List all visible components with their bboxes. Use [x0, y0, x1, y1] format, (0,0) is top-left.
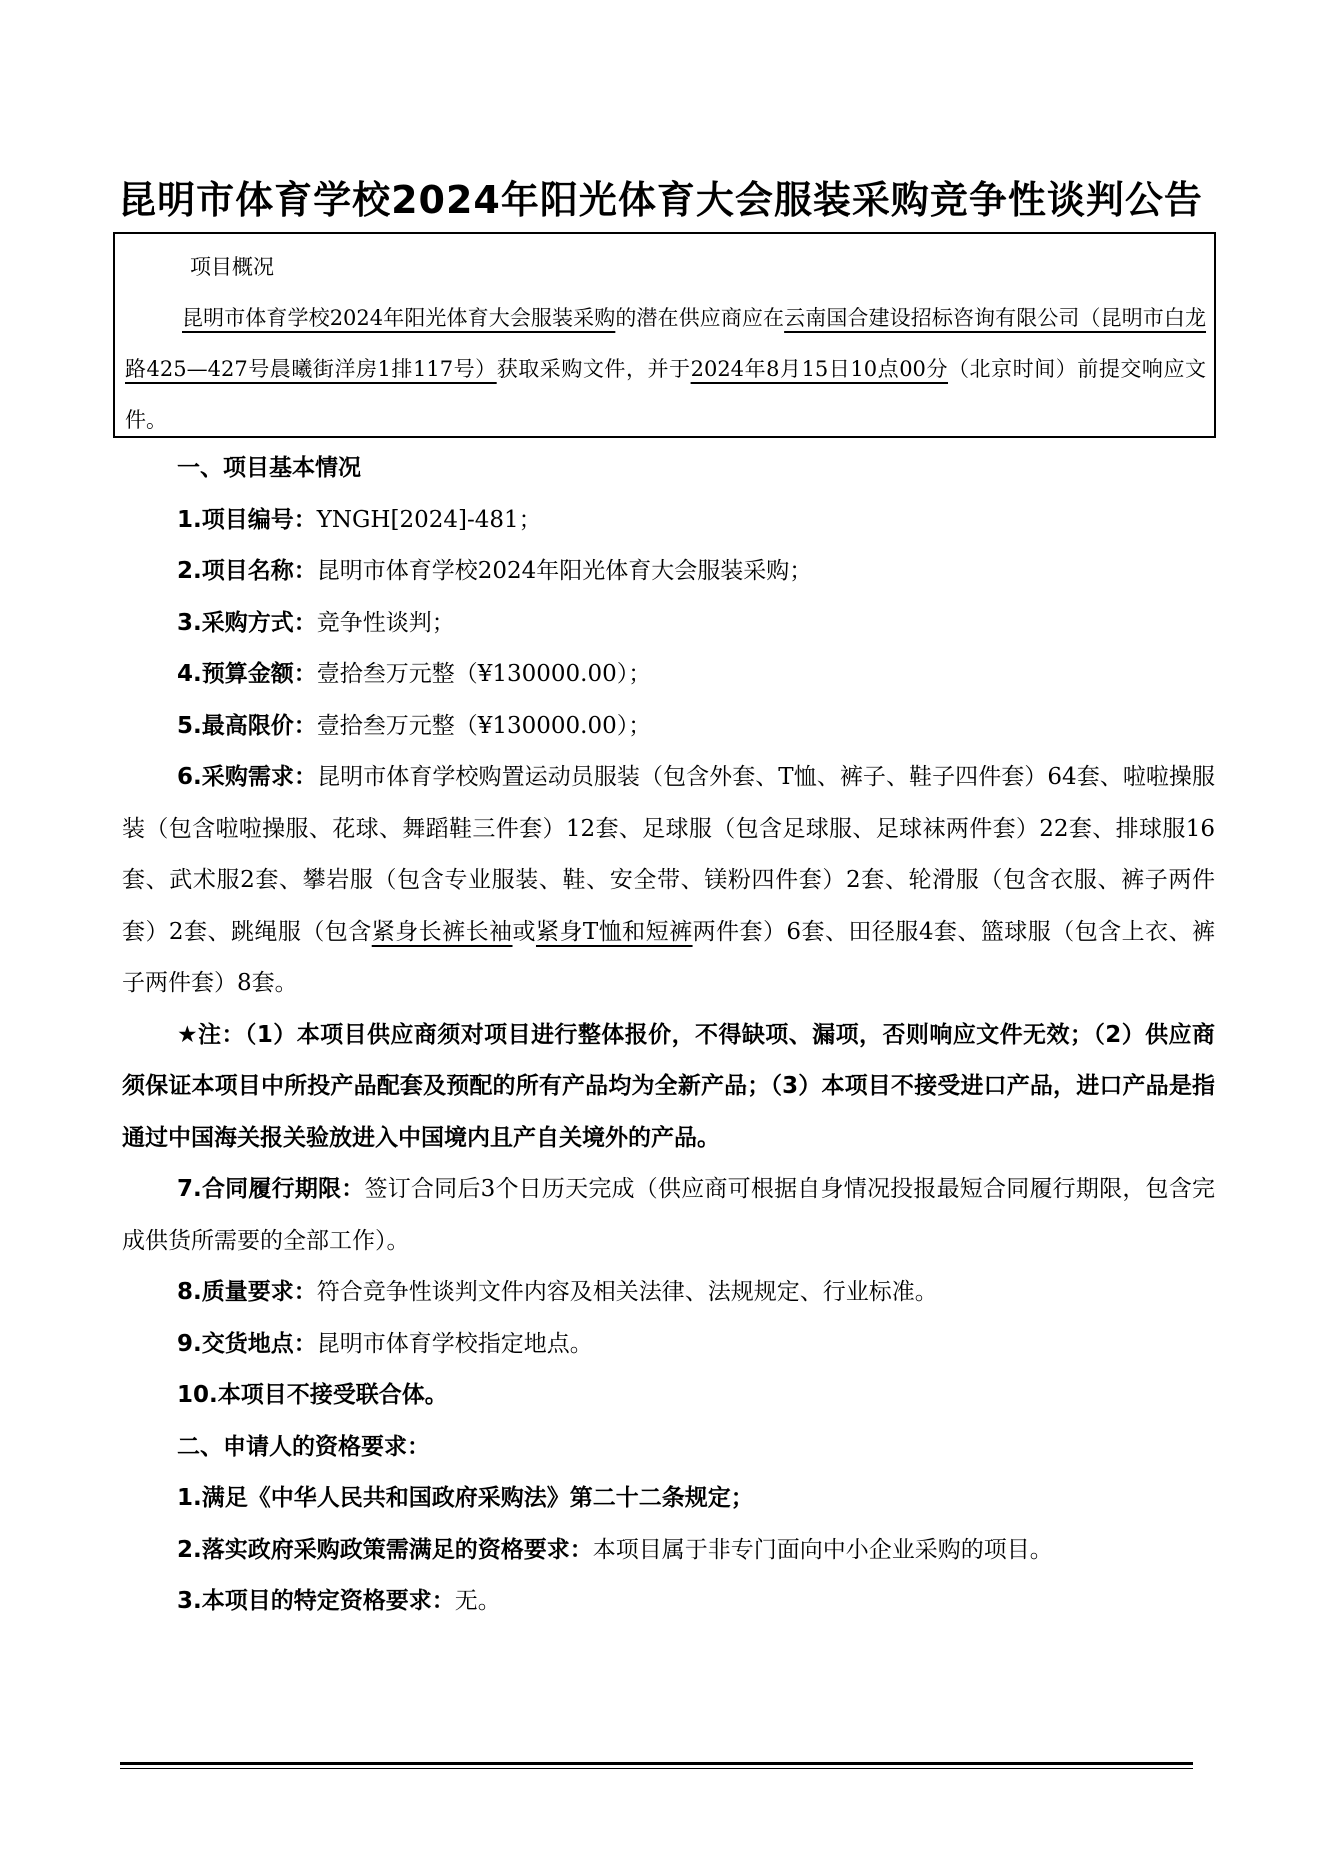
overview-text-3: （北京时间）前提交响应文件。: [125, 357, 1207, 432]
qualification-1: 1.满足《中华人民共和国政府采购法》第二十二条规定；: [177, 1485, 754, 1511]
item-procurement-method: [122, 598, 1215, 650]
item-label: 4.预算金额：: [177, 661, 317, 687]
item-label: 2.项目名称：: [177, 558, 317, 584]
overview-text-1: 的潜在供应商应在: [615, 306, 785, 330]
requirements-text-c: 两件套）6套、田径服4套、篮球服（包含上衣、裤子两件套）8套。: [122, 918, 1216, 996]
footer-rule-thin: [120, 1768, 1193, 1769]
item-label: 9.交货地点：: [177, 1330, 317, 1357]
item-value: 昆明市体育学校指定地点。: [316, 1330, 593, 1357]
requirements-text-b: 或: [512, 918, 536, 945]
item-label: 1.项目编号：: [177, 506, 317, 533]
item-value: YNGH[2024]-481；: [316, 506, 542, 533]
overview-heading: 项目概况: [190, 255, 274, 279]
item-label: 3.采购方式：: [177, 609, 317, 636]
item-value: 符合竞争性谈判文件内容及相关法律、法规规定、行业标准。: [316, 1279, 938, 1305]
overview-text-2: 获取采购文件，并于: [496, 357, 691, 381]
item-label: 8.质量要求：: [177, 1279, 317, 1305]
item-value: 签订合同后3个日历天完成（供应商可根据自身情况投报最短合同履行期限，包含完成供货所需要的全部工作）。: [122, 1176, 1215, 1254]
item-max-price: [122, 701, 1215, 753]
item-delivery-location: [122, 1319, 1215, 1371]
section2-heading: 二、申请人的资格要求：: [177, 1433, 430, 1460]
document-body: [122, 443, 1215, 1628]
item-contract-period: [122, 1164, 1215, 1267]
section1-heading: 一、项目基本情况: [177, 455, 361, 481]
document-title: 昆明市体育学校2024年阳光体育大会服装采购竞争性谈判公告: [118, 178, 1203, 222]
overview-paragraph: [125, 293, 1206, 446]
note-paragraph: ★注：（1）本项目供应商须对项目进行整体报价，不得缺项、漏项，否则响应文件无效；（2）供应商须保证本项目中所投产品配套及预配的所有产品均为全新产品；（3）本项目不接受进口产品，进口产品是指通过中国海关报关验放进入中国境内且产自关境外的产品。: [122, 1021, 1215, 1151]
project-overview-box: [113, 232, 1216, 438]
item-label: 6.采购需求：: [177, 764, 318, 790]
item-quality: [122, 1267, 1215, 1319]
requirements-underline-2: 紧身T恤和短裤: [535, 918, 693, 945]
overview-deadline: 2024年8月15日10点00分: [690, 357, 949, 381]
item-value: 无。: [454, 1588, 501, 1614]
item-project-name: [122, 546, 1215, 598]
item-value: 竞争性谈判；: [316, 609, 455, 636]
item-no-consortium: 10.本项目不接受联合体。: [177, 1382, 448, 1408]
item-procurement-requirements: [122, 752, 1215, 1010]
overview-agency: 云南国合建设招标咨询有限公司（昆明市白龙路425—427号晨曦街洋房1排117号）: [125, 306, 1207, 381]
qualification-3: [122, 1576, 1215, 1628]
item-value: 壹拾叁万元整（¥130000.00）；: [316, 661, 652, 687]
item-label: 3.本项目的特定资格要求：: [177, 1588, 455, 1614]
item-value: 本项目属于非专门面向中小企业采购的项目。: [592, 1536, 1053, 1563]
qualification-2: [122, 1525, 1215, 1577]
item-project-number: [122, 495, 1215, 547]
footer-rule-thick: [120, 1762, 1193, 1765]
item-label: 5.最高限价：: [177, 712, 317, 739]
overview-project-name: 昆明市体育学校2024年阳光体育大会服装采购: [182, 306, 616, 330]
item-label: 7.合同履行期限：: [177, 1176, 365, 1202]
item-value: 昆明市体育学校2024年阳光体育大会服装采购；: [316, 558, 813, 584]
requirements-underline-1: 紧身长裤长袖: [371, 918, 513, 945]
requirements-text-a: 昆明市体育学校购置运动员服装（包含外套、T恤、裤子、鞋子四件套）64套、啦啦操服装（包含啦啦操服、花球、舞蹈鞋三件套）12套、足球服（包含足球服、足球袜两件套）22套、排球服16套、武术服2套、攀岩服（包含专业服装、鞋、安全带、镁粉四件套）2套、轮滑服（包含衣服、裤子两件套）2套、跳绳服（包含: [122, 764, 1215, 945]
item-value: 壹拾叁万元整（¥130000.00）；: [316, 712, 652, 739]
item-budget: [122, 649, 1215, 701]
item-label: 2.落实政府采购政策需满足的资格要求：: [177, 1536, 593, 1563]
